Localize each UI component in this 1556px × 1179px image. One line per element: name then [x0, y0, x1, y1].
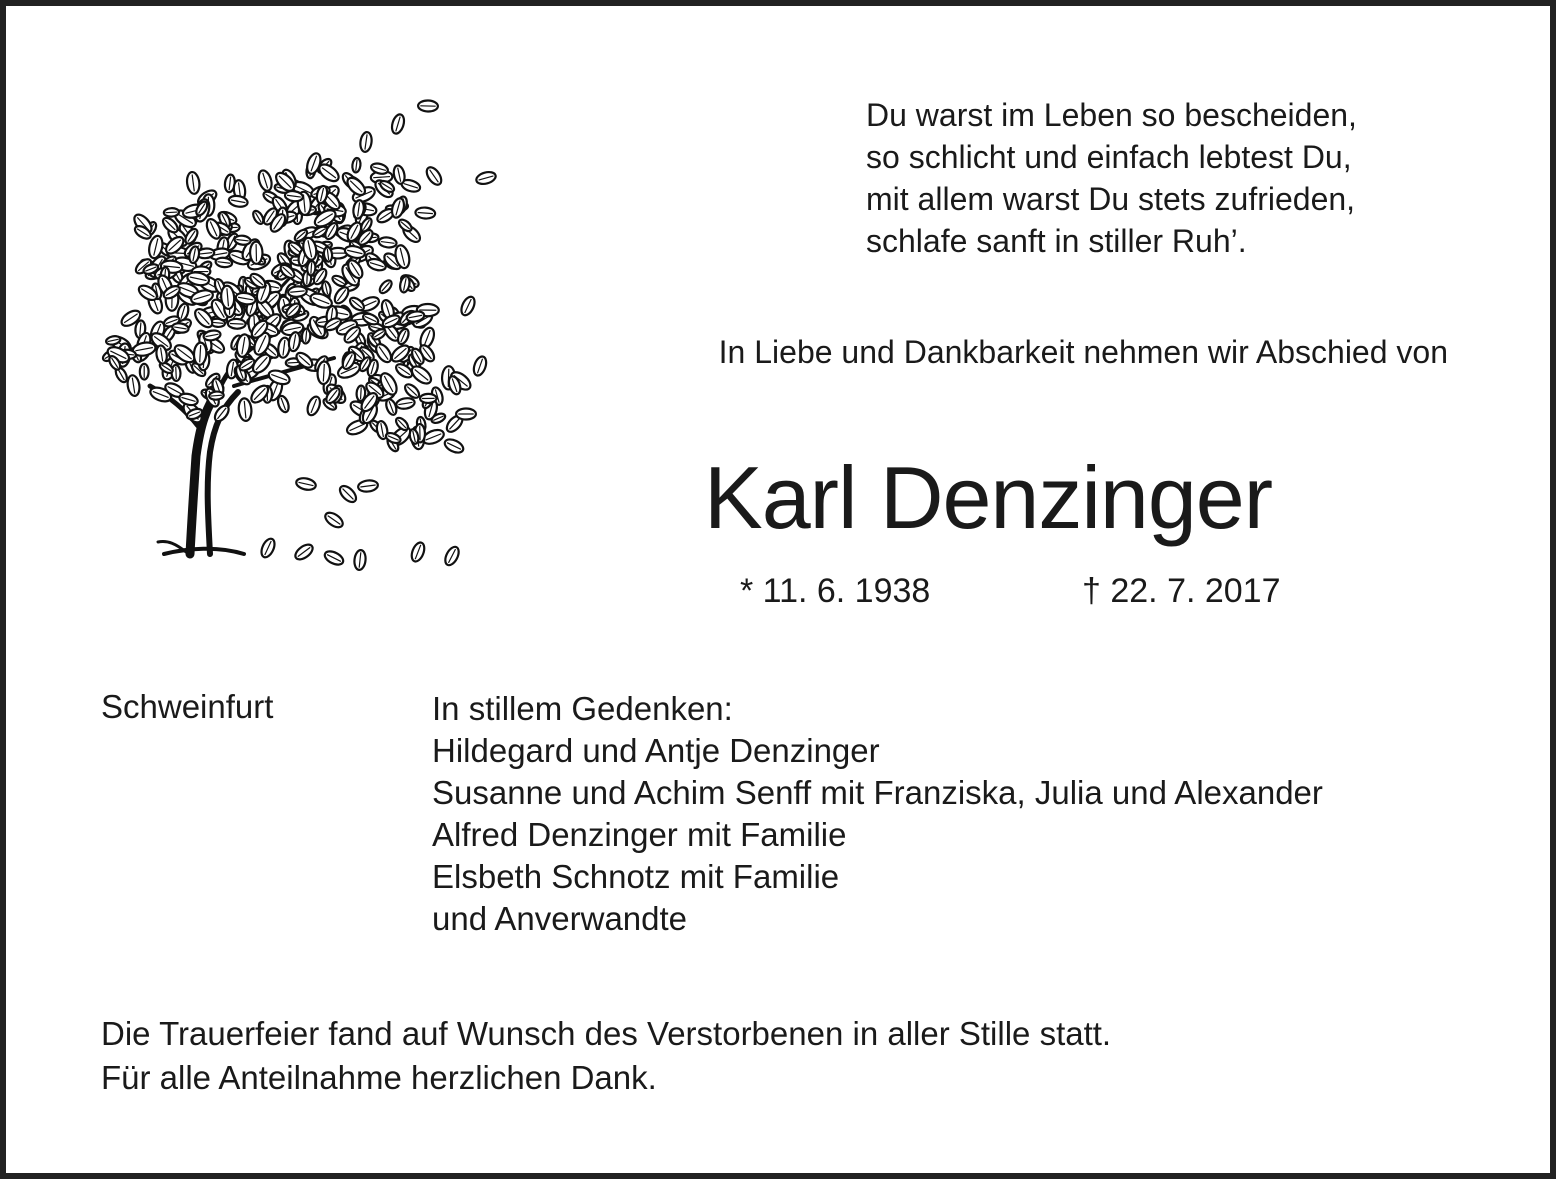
- mourner-line: Susanne und Achim Senff mit Franziska, Julia und Alexander: [432, 774, 1323, 811]
- mourners-list: [432, 688, 1323, 940]
- leaves: [101, 100, 497, 570]
- poem-line: so schlicht und einfach lebtest Du,: [866, 139, 1352, 175]
- poem-line: schlafe sanft in stiller Ruh’.: [866, 223, 1247, 259]
- poem-line: mit allem warst Du stets zufrieden,: [866, 181, 1356, 217]
- intro-text: In Liebe und Dankbarkeit nehmen wir Abschied von: [718, 334, 1448, 370]
- footer-note: [101, 1012, 1111, 1100]
- mourner-line: und Anverwandte: [432, 900, 688, 937]
- mourner-line: In stillem Gedenken:: [432, 690, 733, 727]
- deceased-name: Karl Denzinger: [704, 448, 1273, 547]
- footer-line: Die Trauerfeier fand auf Wunsch des Verstorbenen in aller Stille statt.: [101, 1015, 1112, 1052]
- tree-icon: [98, 96, 508, 582]
- mourner-line: Alfred Denzinger mit Familie: [432, 816, 847, 853]
- footer-line: Für alle Anteilnahme herzlichen Dank.: [101, 1059, 657, 1096]
- poem: [866, 94, 1357, 262]
- poem-line: Du warst im Leben so bescheiden,: [866, 97, 1357, 133]
- birth-date: * 11. 6. 1938: [740, 572, 931, 610]
- city: Schweinfurt: [101, 688, 274, 725]
- death-date: † 22. 7. 2017: [1082, 572, 1281, 610]
- mourner-line: Elsbeth Schnotz mit Familie: [432, 858, 840, 895]
- mourner-line: Hildegard und Antje Denzinger: [432, 732, 880, 769]
